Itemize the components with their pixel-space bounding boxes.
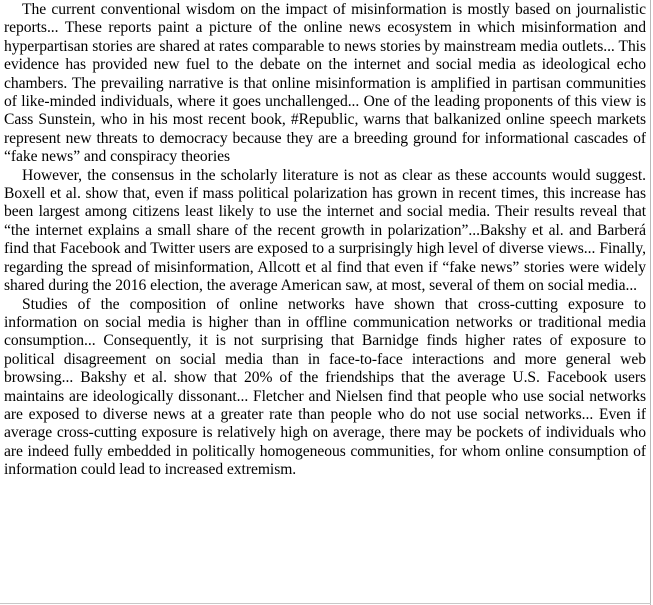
page-bottom-border	[0, 603, 651, 604]
paragraph-1: The current conventional wisdom on the impact of misinformation is mostly based on journalistic reports... These reports paint a picture of the online news ecosystem in which misinformation and hyperpartisan stories are shared at rates comparable to news stories by mainstream media outlets... This evidence has provided new fuel to the debate on the internet and social media as ideological echo chambers. The prevailing narrative is that online misinformation is amplified in partisan communities of like-minded individuals, where it goes unchallenged... One of the leading proponents of this view is Cass Sunstein, who in his most recent book, #Republic, warns that balkanized online speech markets represent new threats to democracy because they are a breeding ground for informational cascades of “fake news” and conspiracy theories	[4, 1, 646, 166]
paragraph-3: Studies of the composition of online networks have shown that cross-cutting exposure to information on social media is higher than in offline communication networks or traditional media consumption... Consequently, it is not surprising that Barnidge finds higher rates of exposure to political disagreement on social media than in face-to-face interactions and more general web browsing... Bakshy et al. show that 20% of the friendships that the average U.S. Facebook users maintains are ideologically dissonant... Fletcher and Nielsen find that people who use social networks are exposed to diverse news at a greater rate than people who do not use social networks... Even if average cross-cutting exposure is relatively high on average, there may be pockets of individuals who are indeed fully embedded in politically homogeneous communities, for whom online consumption of information could lead to increased extremism.	[4, 295, 646, 479]
document-text	[4, 1, 646, 603]
paragraph-2: However, the consensus in the scholarly literature is not as clear as these accounts would suggest. Boxell et al. show that, even if mass political polarization has grown in recent times, this increase has been largest among citizens least likely to use the internet and social media. Their results reveal that “the internet explains a small share of the recent growth in polarization”...Bakshy et al. and Barberá find that Facebook and Twitter users are exposed to a surprisingly high level of diverse views... Finally, regarding the spread of misinformation, Allcott et al find that even if “fake news” stories were widely shared during the 2016 election, the average American saw, at most, several of them on social media...	[4, 166, 646, 295]
page-right-border	[650, 0, 651, 605]
